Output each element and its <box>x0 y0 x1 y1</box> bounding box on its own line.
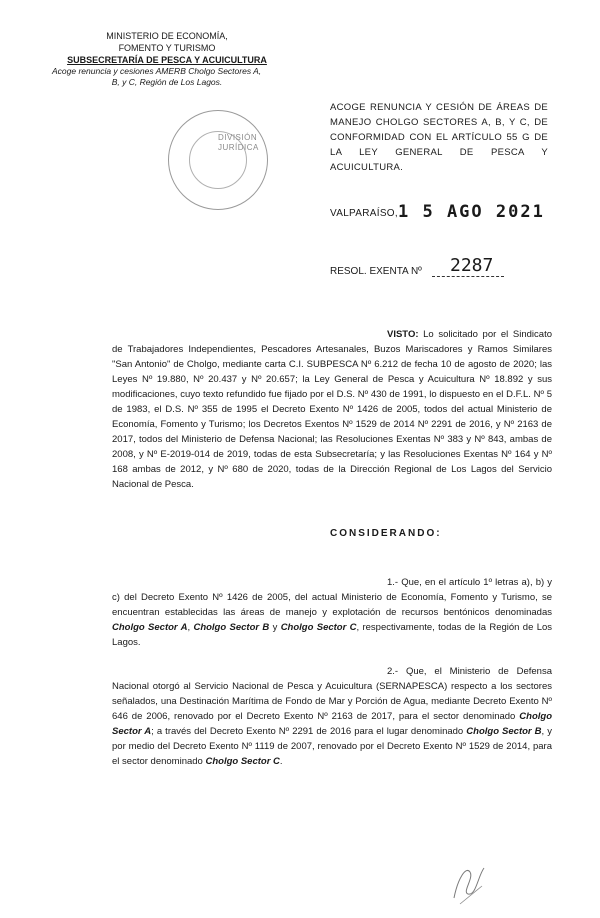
ministry-line-1: MINISTERIO DE ECONOMÍA, <box>106 31 228 41</box>
considerando-heading: CONSIDERANDO: <box>330 528 442 539</box>
c2-text-2: ; a través del Decreto Exento Nº 2291 de 2016 para el lugar denominado <box>151 726 467 737</box>
c2-text-3: , y por medio del Decreto Exento Nº 1119 de 2007, renovado por el Decreto Exento Nº 1529 de 2014, para el sector denominado <box>112 726 552 767</box>
c1-sector-c: Cholgo Sector C <box>280 622 357 633</box>
c2-sector-c: Cholgo Sector C <box>205 756 280 767</box>
c1-text-1: 1.- Que, en el artículo 1º letras a), b) y c) del Decreto Exento Nº 1426 de 2005, del actual Ministerio de Economía, Fomento y Turismo, se encuentran establecidas las áreas de manejo y explotación de recursos bentónicos denominadas <box>112 577 552 618</box>
visto-text: Lo solicitado por el Sindicato de Trabajadores Independientes, Pescadores Artesanales, Buzos Mariscadores y Ramos Similares "San Antonio" de Cholgo, mediante carta C.I. SUBPESCA Nº 6.212 de fecha 10 de agosto de 2020; las Leyes Nº 19.880, Nº 20.437 y Nº 20.657; la Ley General de Pesca y Acuicultura Nº 18.892 y sus modificaciones, cuyo texto refundido fue fijado por el D.S. Nº 430 de 1991, lo dispuesto en el D.F.L. Nº 5 de 1983, el D.S. Nº 355 de 1995 el Decreto Exento Nº 1426 de 2005, todos del actual Ministerio de Economía, Fomento y Turismo; los Decretos Exentos Nº 1529 de 2014 Nº 2291 de 2016, y Nº 2163 de 2017, todos del Ministerio de Defensa Nacional; las Resoluciones Exentas Nº 383 y Nº 843, ambas de 2008, y Nº E-2019-014 de 2019, todas de esta Subsecretaría; y las Resoluciones Exentas Nº 164 y Nº 168 ambas de 2012, y Nº 680 de 2020, todas de la Dirección Regional de Los Lagos del Servicio Nacional de Pesca. <box>112 329 552 490</box>
c2-sector-b: Cholgo Sector B <box>466 726 542 737</box>
resolution-title: ACOGE RENUNCIA Y CESIÓN DE ÁREAS DE MANEJO CHOLGO SECTORES A, B, Y C, DE CONFORMIDAD CON EL ARTÍCULO 55 G DE LA LEY GENERAL DE PESCA Y ACUICULTURA. <box>330 102 548 173</box>
considerando-1 <box>112 575 552 650</box>
stamp-line-1: DIVISIÓN <box>218 133 258 142</box>
subsecretaria: SUBSECRETARÍA DE PESCA Y ACUICULTURA <box>67 55 267 65</box>
c2-sector-a: Cholgo Sector A <box>112 711 552 737</box>
letterhead <box>52 30 282 88</box>
reference-line-1: Acoge renuncia y cesiones AMERB Cholgo Sectores A, <box>52 66 262 76</box>
place-label: VALPARAÍSO, <box>330 208 398 219</box>
c2-text-1: 2.- Que, el Ministerio de Defensa Nacional otorgó al Servicio Nacional de Pesca y Acuicultura (SERNAPESCA) respecto a los sectores señalados, una Destinación Marítima de Fondo de Mar y Porción de Agua, mediante Decreto Exento Nº 646 de 2006, renovado por el Decreto Exento Nº 2163 de 2017, para el sector denominado <box>112 666 552 722</box>
resolution-label: RESOL. EXENTA Nº <box>330 266 422 277</box>
c1-text-2: , respectivamente, todas de la Región de Los Lagos. <box>112 622 553 648</box>
c1-sep-2: y <box>269 622 281 633</box>
visto-label: VISTO: <box>387 329 419 340</box>
c1-sep-1: , <box>187 622 194 633</box>
c2-text-4: . <box>279 756 283 767</box>
visto-paragraph <box>112 327 552 492</box>
reference-line-2: B, y C, Región de Los Lagos. <box>111 77 223 87</box>
c1-sector-a: Cholgo Sector A <box>112 622 188 633</box>
initials-signature <box>448 858 490 908</box>
stamp-line-2: JURÍDICA <box>218 143 259 152</box>
resolution-number: 2287 <box>450 255 494 276</box>
considerando-2 <box>112 664 552 769</box>
date-stamp: 1 5 AGO 2021 <box>398 202 545 222</box>
ministry-line-2: FOMENTO Y TURISMO <box>118 43 216 53</box>
stamp-text <box>218 133 259 153</box>
c1-sector-b: Cholgo Sector B <box>193 622 270 633</box>
division-stamp <box>168 110 268 210</box>
resolution-number-line <box>432 276 504 277</box>
